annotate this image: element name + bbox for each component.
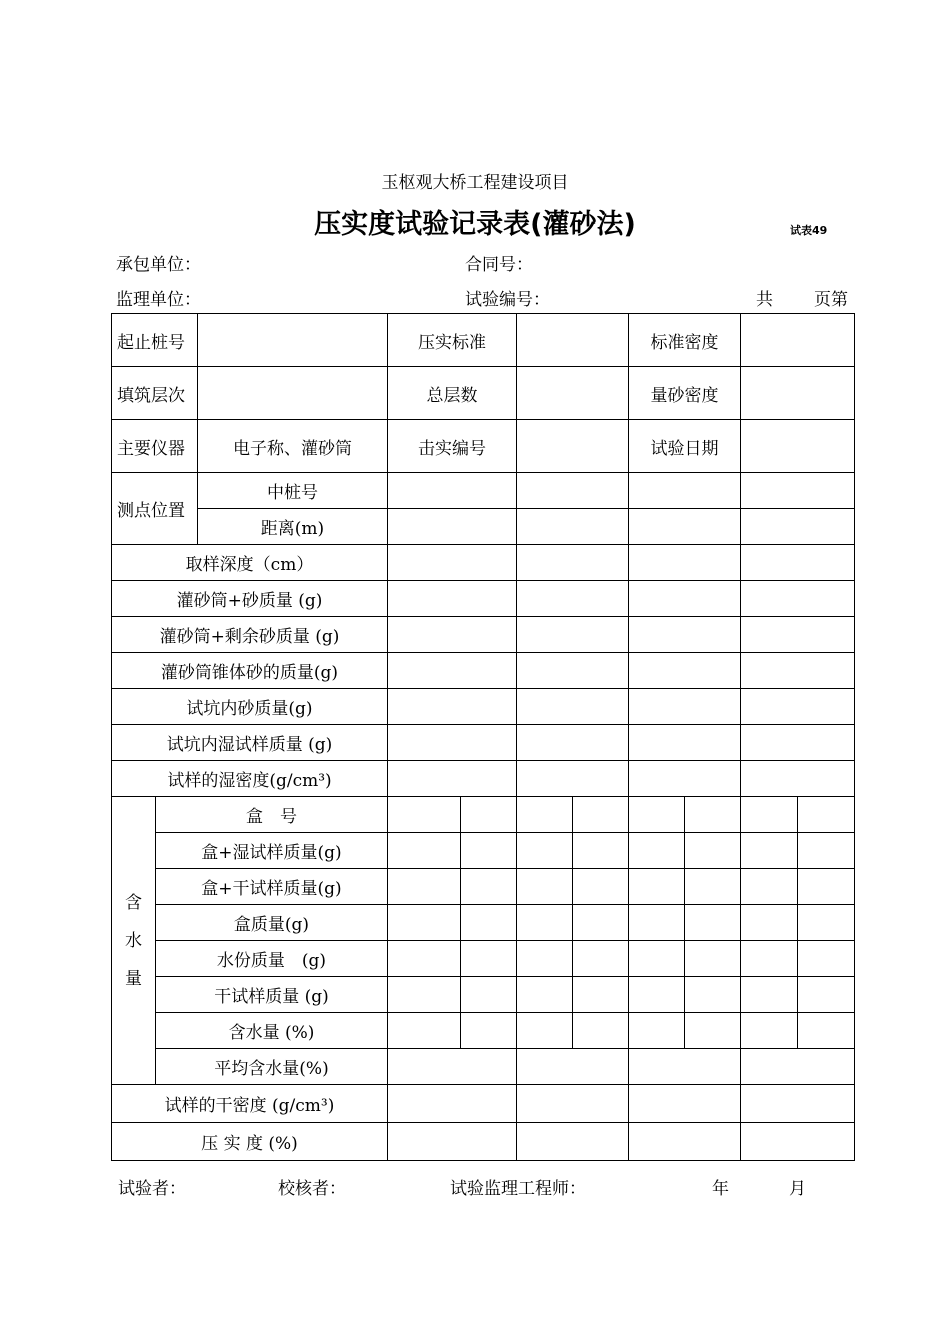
std-density-label: 标准密度 <box>629 314 741 367</box>
cell[interactable] <box>798 833 855 869</box>
cell[interactable] <box>629 833 685 869</box>
supervisor-label: 监理单位： <box>116 290 201 310</box>
cell[interactable] <box>741 833 798 869</box>
compaction-degree-label: 压 实 度 (%) <box>112 1123 388 1161</box>
cell[interactable] <box>388 617 517 653</box>
cell[interactable] <box>741 977 798 1013</box>
cell[interactable] <box>629 509 741 545</box>
table-row <box>112 689 855 725</box>
cell[interactable] <box>517 905 573 941</box>
cell[interactable] <box>741 797 798 833</box>
cell[interactable] <box>741 761 855 797</box>
cell[interactable] <box>388 797 461 833</box>
compaction-std-value[interactable] <box>517 314 629 367</box>
record-table <box>111 313 855 1161</box>
cyl-remaining-mass-label: 灌砂筒+剩余砂质量 (g) <box>112 617 388 653</box>
cell[interactable] <box>685 869 741 905</box>
cell[interactable] <box>629 689 741 725</box>
cell[interactable] <box>629 653 741 689</box>
cell[interactable] <box>517 653 629 689</box>
table-row <box>112 473 855 509</box>
cell[interactable] <box>517 869 573 905</box>
dry-density-label: 试样的干密度 (g/cm³) <box>112 1085 388 1123</box>
cell[interactable] <box>741 869 798 905</box>
table-row <box>112 977 855 1013</box>
page-title: 压实度试验记录表(灌砂法) <box>314 209 636 240</box>
cell[interactable] <box>685 797 741 833</box>
cell[interactable] <box>685 905 741 941</box>
std-density-value[interactable] <box>741 314 855 367</box>
cell[interactable] <box>517 761 629 797</box>
fill-layer-label: 填筑层次 <box>112 367 198 420</box>
moisture-section-label <box>112 797 156 1085</box>
cell[interactable] <box>461 977 517 1013</box>
table-row <box>112 420 855 473</box>
center-station-label: 中桩号 <box>198 473 388 509</box>
wet-density-label: 试样的湿密度(g/cm³) <box>112 761 388 797</box>
test-date-label: 试验日期 <box>629 420 741 473</box>
cell[interactable] <box>388 509 517 545</box>
cell[interactable] <box>629 761 741 797</box>
cell[interactable] <box>741 1049 855 1085</box>
pit-sand-mass-label: 试坑内砂质量(g) <box>112 689 388 725</box>
cell[interactable] <box>741 617 855 653</box>
table-row <box>112 797 855 833</box>
table-row <box>112 367 855 420</box>
sand-density-value[interactable] <box>741 367 855 420</box>
form-number: 试表49 <box>790 224 828 237</box>
cell[interactable] <box>388 761 517 797</box>
sand-density-label: 量砂密度 <box>629 367 741 420</box>
fill-layer-value[interactable] <box>198 367 388 420</box>
cell[interactable] <box>388 545 517 581</box>
cell[interactable] <box>388 653 517 689</box>
cell[interactable] <box>629 1085 741 1123</box>
cell[interactable] <box>629 941 685 977</box>
table-row <box>112 1123 855 1161</box>
moisture-char: 含 <box>125 892 142 913</box>
cell[interactable] <box>573 977 629 1013</box>
cell[interactable] <box>461 833 517 869</box>
cell[interactable] <box>517 581 629 617</box>
cell[interactable] <box>741 653 855 689</box>
table-row <box>112 833 855 869</box>
cyl-sand-mass-label: 灌砂筒+砂质量 (g) <box>112 581 388 617</box>
table-row <box>112 725 855 761</box>
cell[interactable] <box>388 833 461 869</box>
dry-sample-mass-label: 干试样质量 (g) <box>156 977 388 1013</box>
distance-label: 距离(m) <box>198 509 388 545</box>
cell[interactable] <box>388 977 461 1013</box>
cell[interactable] <box>517 725 629 761</box>
cell[interactable] <box>741 1013 798 1049</box>
cell[interactable] <box>517 833 573 869</box>
cell[interactable] <box>741 689 855 725</box>
cell[interactable] <box>388 1013 461 1049</box>
table-row <box>112 761 855 797</box>
total-layers-value[interactable] <box>517 367 629 420</box>
cell[interactable] <box>517 473 629 509</box>
main-instruments-label: 主要仪器 <box>112 420 198 473</box>
box-dry-mass-label: 盒+干试样质量(g) <box>156 869 388 905</box>
moisture-char: 水 <box>125 930 142 951</box>
compactor-no-value[interactable] <box>517 420 629 473</box>
cell[interactable] <box>517 977 573 1013</box>
cell[interactable] <box>741 725 855 761</box>
station-label: 起止桩号 <box>112 314 198 367</box>
cone-sand-mass-label: 灌砂筒锥体砂的质量(g) <box>112 653 388 689</box>
cell[interactable] <box>573 833 629 869</box>
project-name: 玉枢观大桥工程建设项目 <box>381 173 569 193</box>
table-row <box>112 314 855 367</box>
cell[interactable] <box>388 941 461 977</box>
cell[interactable] <box>629 545 741 581</box>
page-total-label: 共 <box>756 290 773 310</box>
compaction-std-label: 压实标准 <box>388 314 517 367</box>
station-value[interactable] <box>198 314 388 367</box>
cell[interactable] <box>629 617 741 653</box>
table-row <box>112 869 855 905</box>
cell[interactable] <box>741 545 855 581</box>
cell[interactable] <box>741 581 855 617</box>
year-label: 年 <box>712 1179 729 1199</box>
compactor-no-label: 击实编号 <box>388 420 517 473</box>
cell[interactable] <box>388 689 517 725</box>
moisture-char: 量 <box>125 968 142 989</box>
cell[interactable] <box>685 833 741 869</box>
cell[interactable] <box>388 905 461 941</box>
cell[interactable] <box>517 509 629 545</box>
cell[interactable] <box>798 797 855 833</box>
cell[interactable] <box>517 1049 629 1085</box>
cell[interactable] <box>741 941 798 977</box>
test-date-value[interactable] <box>741 420 855 473</box>
table-row <box>112 941 855 977</box>
total-layers-label: 总层数 <box>388 367 517 420</box>
cell[interactable] <box>798 977 855 1013</box>
cell[interactable] <box>629 1123 741 1161</box>
table-row <box>112 1085 855 1123</box>
cell[interactable] <box>798 869 855 905</box>
cell[interactable] <box>798 1013 855 1049</box>
table-row <box>112 581 855 617</box>
cell[interactable] <box>741 905 798 941</box>
cell[interactable] <box>461 1013 517 1049</box>
cell[interactable] <box>517 617 629 653</box>
cell[interactable] <box>388 725 517 761</box>
cell[interactable] <box>685 977 741 1013</box>
cell[interactable] <box>573 797 629 833</box>
contractor-label: 承包单位： <box>116 255 201 275</box>
cell[interactable] <box>517 1085 629 1123</box>
table-row <box>112 545 855 581</box>
cell[interactable] <box>629 473 741 509</box>
box-wet-mass-label: 盒+湿试样质量(g) <box>156 833 388 869</box>
cell[interactable] <box>388 1123 517 1161</box>
cell[interactable] <box>629 725 741 761</box>
cell[interactable] <box>741 509 855 545</box>
cell[interactable] <box>461 941 517 977</box>
cell[interactable] <box>461 797 517 833</box>
cell[interactable] <box>629 977 685 1013</box>
table-row <box>112 905 855 941</box>
cell[interactable] <box>388 581 517 617</box>
cell[interactable] <box>461 905 517 941</box>
box-no-label: 盒 号 <box>156 797 388 833</box>
cell[interactable] <box>517 797 573 833</box>
cell[interactable] <box>517 1123 629 1161</box>
instruments-value: 电子称、灌砂筒 <box>198 420 388 473</box>
cell[interactable] <box>685 1013 741 1049</box>
cell[interactable] <box>629 581 741 617</box>
pit-wet-sample-mass-label: 试坑内湿试样质量 (g) <box>112 725 388 761</box>
box-mass-label: 盒质量(g) <box>156 905 388 941</box>
table-row <box>112 1049 855 1085</box>
cell[interactable] <box>629 1013 685 1049</box>
cell[interactable] <box>741 1123 855 1161</box>
checker-label: 校核者： <box>278 1179 346 1199</box>
table-row <box>112 653 855 689</box>
sample-depth-label: 取样深度（cm） <box>112 545 388 581</box>
cell[interactable] <box>388 1085 517 1123</box>
cell[interactable] <box>629 1049 741 1085</box>
cell[interactable] <box>388 1049 517 1085</box>
cell[interactable] <box>573 941 629 977</box>
cell[interactable] <box>461 869 517 905</box>
table-row <box>112 617 855 653</box>
test-no-label: 试验编号： <box>465 290 550 310</box>
cell[interactable] <box>388 473 517 509</box>
table-row <box>112 1013 855 1049</box>
cell[interactable] <box>388 869 461 905</box>
cell[interactable] <box>517 1013 573 1049</box>
cell[interactable] <box>685 941 741 977</box>
cell[interactable] <box>798 905 855 941</box>
table-row <box>112 509 855 545</box>
point-location-label: 测点位置 <box>112 473 198 545</box>
cell[interactable] <box>517 941 573 977</box>
cell[interactable] <box>629 797 685 833</box>
contract-no-label: 合同号： <box>465 255 533 275</box>
cell[interactable] <box>741 473 855 509</box>
cell[interactable] <box>573 905 629 941</box>
cell[interactable] <box>798 941 855 977</box>
avg-moisture-label: 平均含水量(%) <box>156 1049 388 1085</box>
cell[interactable] <box>629 869 685 905</box>
cell[interactable] <box>741 1085 855 1123</box>
supervisor-engineer-label: 试验监理工程师： <box>450 1179 586 1199</box>
tester-label: 试验者： <box>118 1179 186 1199</box>
page-no-label: 页第 <box>814 290 848 310</box>
moisture-content-label: 含水量 (%) <box>156 1013 388 1049</box>
cell[interactable] <box>517 545 629 581</box>
cell[interactable] <box>629 905 685 941</box>
cell[interactable] <box>573 869 629 905</box>
water-mass-label: 水份质量 (g) <box>156 941 388 977</box>
month-label: 月 <box>789 1179 806 1199</box>
cell[interactable] <box>573 1013 629 1049</box>
cell[interactable] <box>517 689 629 725</box>
